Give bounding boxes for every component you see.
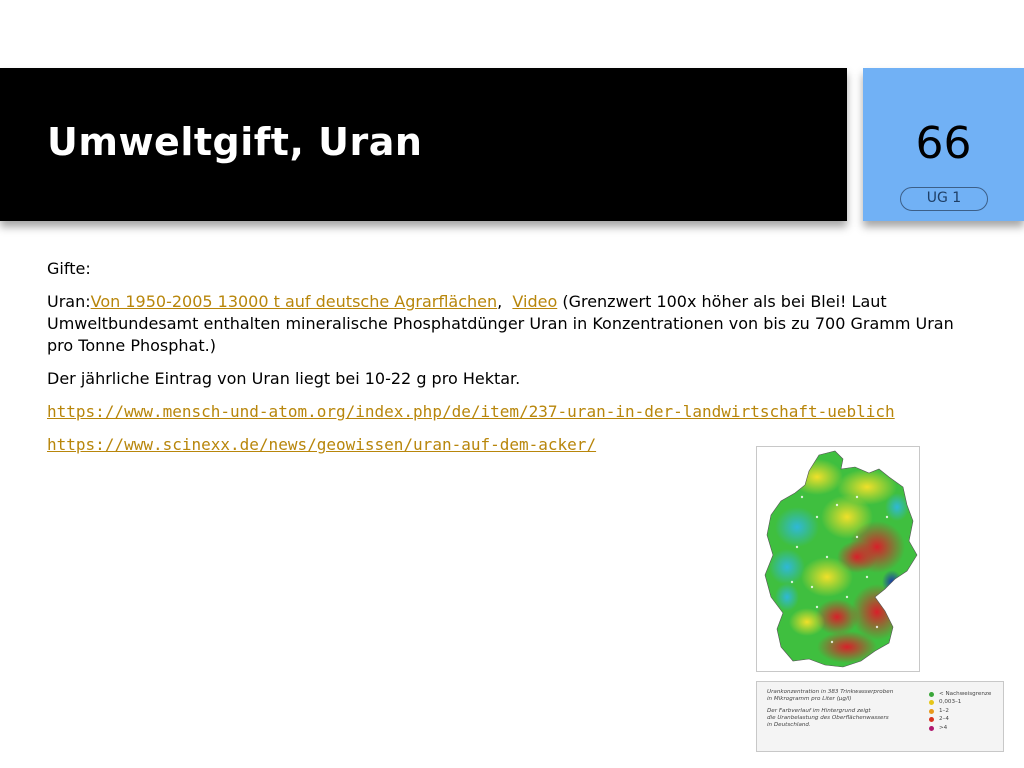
legend-item — [929, 716, 1003, 725]
slide-body — [47, 258, 957, 467]
separator: , — [497, 292, 503, 311]
legend-dot-icon — [929, 700, 934, 705]
legend-description — [767, 689, 917, 729]
legend-item — [929, 699, 1003, 708]
grenzwert-text: (Grenzwert 100x höher als bei Blei! — [562, 292, 847, 311]
uran-label: Uran: — [47, 292, 91, 311]
map-legend — [756, 681, 1004, 752]
legend-item-label: 0,003–1 — [939, 699, 962, 706]
legend-item-label: >4 — [939, 724, 948, 731]
link-video[interactable]: Video — [512, 292, 558, 311]
slide-title: Umweltgift, Uran — [47, 120, 423, 164]
eintrag-paragraph: Der jährliche Eintrag von Uran liegt bei 10-22 g pro Hektar. — [47, 369, 521, 388]
legend-dot-icon — [929, 709, 934, 714]
legend-item — [929, 724, 1003, 733]
germany-map-image — [757, 447, 921, 673]
heading-gifte: Gifte: — [47, 259, 91, 278]
legend-item — [929, 707, 1003, 716]
legend-dot-icon — [929, 717, 934, 722]
legend-line-1: Urankonzentration in 383 Trinkwasserproben — [767, 689, 894, 695]
legend-line-2: in Mikrogramm pro Liter (µg/l) — [767, 696, 852, 702]
link-agrarflaechen[interactable]: Von 1950-2005 13000 t auf deutsche Agrarflächen — [90, 292, 498, 311]
legend-item-label: < Nachweisgrenze — [939, 690, 992, 697]
legend-items — [929, 690, 1003, 733]
legend-line-4: die Uranbelastung des Oberflächenwassers — [767, 715, 889, 721]
link-mensch-und-atom[interactable]: https://www.mensch-und-atom.org/index.php/de/item/237-uran-in-der-landwirtschaft-ueblich — [47, 402, 895, 421]
link-scinexx[interactable]: https://www.scinexx.de/news/geowissen/uran-auf-dem-acker/ — [47, 435, 597, 454]
legend-item — [929, 690, 1003, 699]
legend-item-label: 2–4 — [939, 716, 949, 723]
uran-paragraph — [47, 291, 957, 357]
slide-number: 66 — [915, 118, 972, 169]
legend-line-3: Der Farbverlauf im Hintergrund zeigt — [767, 708, 871, 714]
url-paragraph-1 — [47, 401, 957, 423]
legend-dot-icon — [929, 692, 934, 697]
section-badge: UG 1 — [900, 187, 988, 211]
umweltbundesamt-text: Laut Umweltbundesamt enthalten mineralische Phosphatdünger Uran in Konzentrationen von bis zu 700 Gramm Uran pro Tonne Phosphat.) — [47, 292, 954, 355]
germany-uranium-map — [756, 446, 920, 672]
legend-line-5: in Deutschland. — [767, 722, 811, 728]
legend-item-label: 1–2 — [939, 707, 949, 714]
legend-dot-icon — [929, 726, 934, 731]
